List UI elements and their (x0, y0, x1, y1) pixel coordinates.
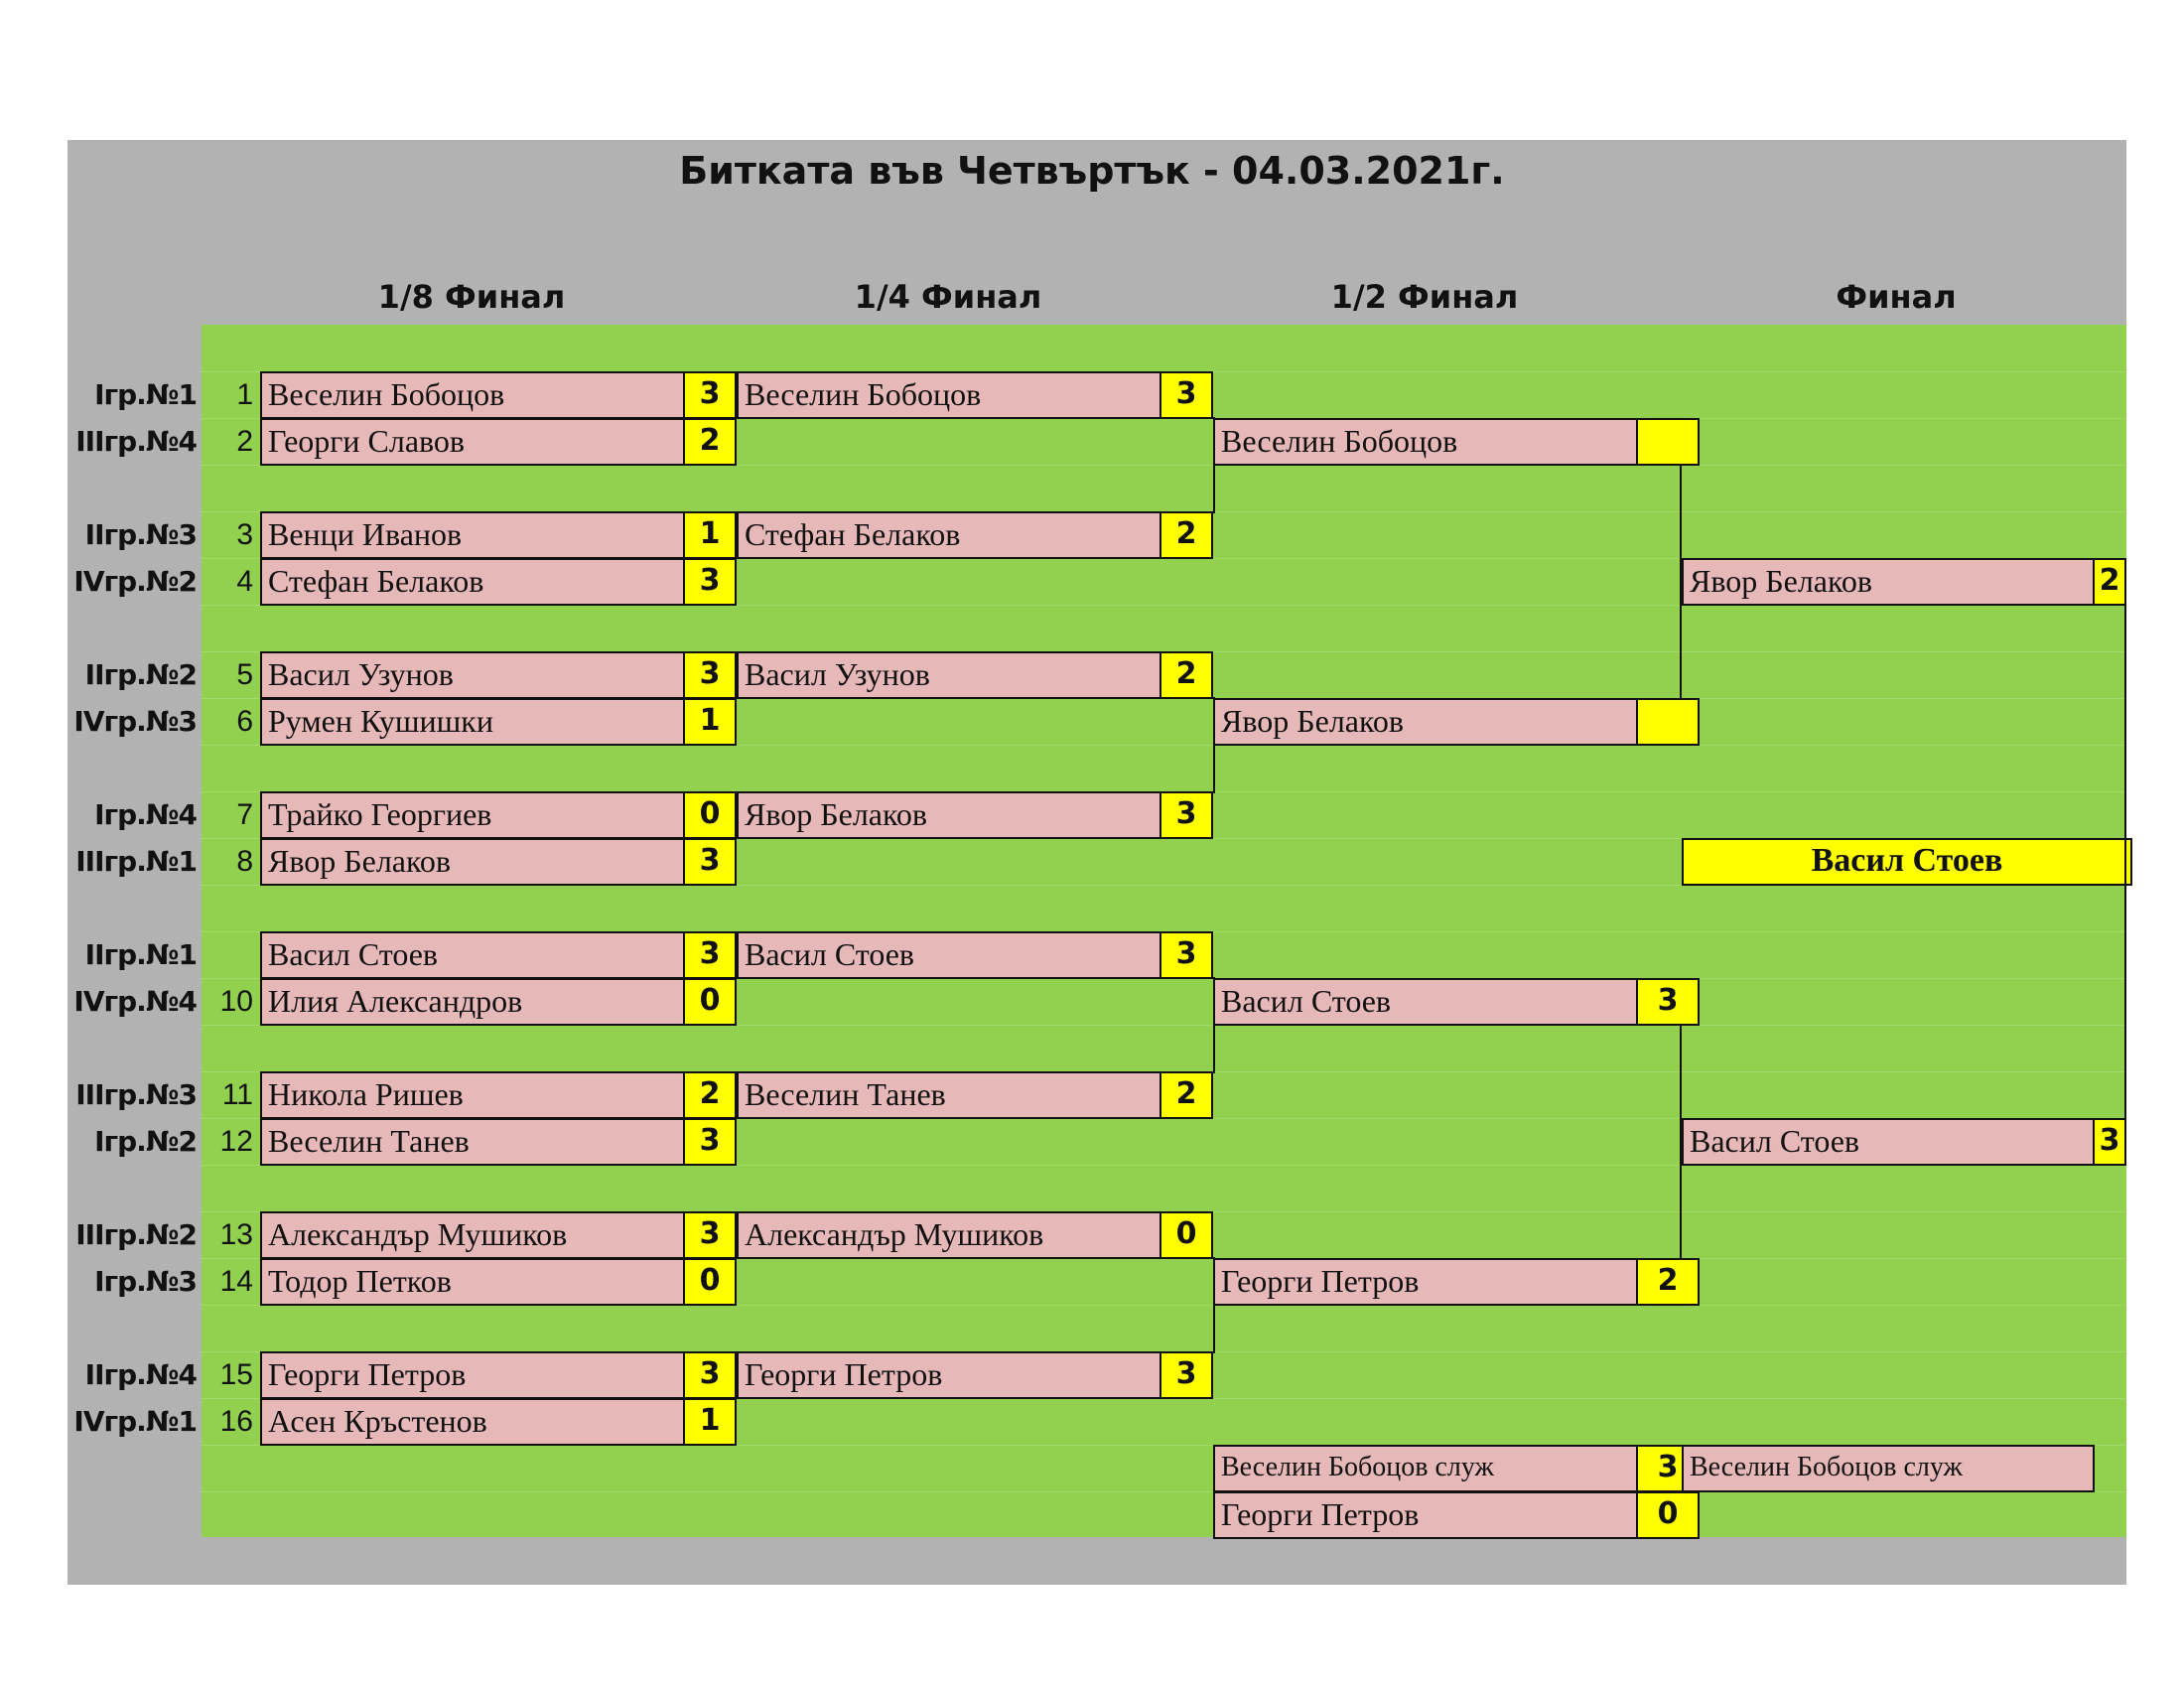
r16-entry-score: 0 (683, 978, 737, 1026)
seed-number: 7 (236, 798, 253, 831)
qf-entry-score: 0 (1160, 1211, 1213, 1259)
group-label: IIгр.№2 (84, 658, 197, 691)
sf-entry-score: 3 (1636, 978, 1700, 1026)
sf-entry-name: Явор Белаков (1213, 698, 1638, 746)
extra-result-name: Веселин Бобоцов служ (1682, 1445, 2095, 1492)
r16-entry-score: 3 (683, 931, 737, 979)
group-label: IIгр.№4 (84, 1358, 197, 1391)
seed-number: 15 (219, 1358, 253, 1391)
seed-number: 14 (219, 1265, 253, 1298)
group-label: IIIгр.№2 (75, 1218, 197, 1251)
group-label: IVгр.№4 (73, 985, 197, 1018)
r16-entry-name: Васил Стоев (260, 931, 685, 979)
extra-entry-name: Веселин Бобоцов служ (1213, 1445, 1638, 1492)
extra-entry-score: 3 (1636, 1445, 1700, 1492)
qf-entry-name: Веселин Танев (737, 1071, 1161, 1119)
bracket-connector (1213, 417, 1215, 513)
extra-entry-name: Георги Петров (1213, 1491, 1638, 1539)
group-label: IIIгр.№1 (75, 845, 197, 878)
final-entry-score: 2 (2093, 558, 2126, 606)
r16-entry-name: Явор Белаков (260, 838, 685, 886)
qf-entry-name: Георги Петров (737, 1351, 1161, 1399)
group-label: Iгр.№1 (94, 378, 197, 411)
qf-entry-score: 2 (1160, 651, 1213, 699)
r16-entry-name: Георги Петров (260, 1351, 685, 1399)
sf-entry-name: Георги Петров (1213, 1258, 1638, 1306)
seed-number: 12 (219, 1125, 253, 1158)
r16-entry-name: Васил Узунов (260, 651, 685, 699)
r16-entry-score: 0 (683, 1258, 737, 1306)
r16-entry-score: 3 (683, 651, 737, 699)
group-label: IVгр.№3 (73, 705, 197, 738)
group-label: IIIгр.№3 (75, 1078, 197, 1111)
bracket-connector (2124, 604, 2126, 1120)
sf-entry-score: 2 (1636, 1258, 1700, 1306)
sf-entry-score (1636, 418, 1700, 466)
r16-entry-score: 2 (683, 1071, 737, 1119)
r16-entry-name: Тодор Петков (260, 1258, 685, 1306)
group-label: Iгр.№3 (94, 1265, 197, 1298)
r16-entry-name: Веселин Бобоцов (260, 371, 685, 419)
bracket-connector (1213, 1257, 1215, 1353)
seed-number: 10 (219, 985, 253, 1018)
group-label: Iгр.№2 (94, 1125, 197, 1158)
seed-number: 6 (236, 705, 253, 738)
round-header-final: Финал (1836, 278, 1957, 316)
qf-entry-name: Васил Узунов (737, 651, 1161, 699)
seed-number: 8 (236, 845, 253, 878)
r16-entry-name: Румен Кушишки (260, 698, 685, 746)
group-label: IVгр.№2 (73, 565, 197, 598)
group-label: IIгр.№1 (84, 938, 197, 971)
seed-number: 5 (236, 658, 253, 691)
r16-entry-score: 1 (683, 698, 737, 746)
final-entry-name: Явор Белаков (1682, 558, 2095, 606)
seed-number: 3 (236, 518, 253, 551)
qf-entry-name: Васил Стоев (737, 931, 1161, 979)
r16-entry-name: Веселин Танев (260, 1118, 685, 1166)
r16-entry-name: Александър Мушиков (260, 1211, 685, 1259)
group-label: IVгр.№1 (73, 1405, 197, 1438)
group-label: Iгр.№4 (94, 798, 197, 831)
round-header-r16: 1/8 Финал (377, 278, 566, 316)
final-entry-name: Васил Стоев (1682, 1118, 2095, 1166)
qf-entry-score: 2 (1160, 511, 1213, 559)
r16-entry-score: 1 (683, 511, 737, 559)
bracket-connector (1213, 697, 1215, 793)
bracket-connector (1213, 977, 1215, 1073)
qf-entry-name: Явор Белаков (737, 791, 1161, 839)
seed-number: 2 (236, 425, 253, 458)
qf-entry-score: 3 (1160, 1351, 1213, 1399)
group-label: IIгр.№3 (84, 518, 197, 551)
seed-number: 11 (221, 1078, 253, 1111)
seed-number: 4 (236, 565, 253, 598)
r16-entry-score: 3 (683, 838, 737, 886)
qf-entry-score: 3 (1160, 931, 1213, 979)
round-header-qf: 1/4 Финал (854, 278, 1042, 316)
r16-entry-score: 0 (683, 791, 737, 839)
r16-entry-name: Стефан Белаков (260, 558, 685, 606)
final-entry-score: 3 (2093, 1118, 2126, 1166)
r16-entry-name: Илия Александров (260, 978, 685, 1026)
qf-entry-name: Стефан Белаков (737, 511, 1161, 559)
seed-number: 1 (236, 378, 253, 411)
qf-entry-name: Александър Мушиков (737, 1211, 1161, 1259)
r16-entry-score: 3 (683, 1211, 737, 1259)
r16-entry-score: 3 (683, 1118, 737, 1166)
r16-entry-name: Асен Кръстенов (260, 1398, 685, 1446)
bracket-connector (1680, 1024, 1682, 1260)
r16-entry-name: Трайко Георгиев (260, 791, 685, 839)
r16-entry-score: 2 (683, 418, 737, 466)
r16-entry-score: 3 (683, 558, 737, 606)
sf-entry-name: Веселин Бобоцов (1213, 418, 1638, 466)
r16-entry-name: Георги Славов (260, 418, 685, 466)
qf-entry-score: 3 (1160, 791, 1213, 839)
r16-entry-score: 3 (683, 371, 737, 419)
extra-entry-score: 0 (1636, 1491, 1700, 1539)
page-title: Битката във Четвъртък - 04.03.2021г. (679, 149, 1505, 193)
seed-number: 16 (219, 1405, 253, 1438)
champion-box: Васил Стоев (1682, 838, 2132, 886)
r16-entry-score: 1 (683, 1398, 737, 1446)
bracket-connector (1680, 464, 1682, 700)
r16-entry-name: Венци Иванов (260, 511, 685, 559)
seed-number: 13 (219, 1218, 253, 1251)
qf-entry-score: 2 (1160, 1071, 1213, 1119)
r16-entry-name: Никола Ришев (260, 1071, 685, 1119)
sf-entry-score (1636, 698, 1700, 746)
group-label: IIIгр.№4 (75, 425, 197, 458)
qf-entry-score: 3 (1160, 371, 1213, 419)
sf-entry-name: Васил Стоев (1213, 978, 1638, 1026)
round-header-sf: 1/2 Финал (1330, 278, 1519, 316)
r16-entry-score: 3 (683, 1351, 737, 1399)
qf-entry-name: Веселин Бобоцов (737, 371, 1161, 419)
